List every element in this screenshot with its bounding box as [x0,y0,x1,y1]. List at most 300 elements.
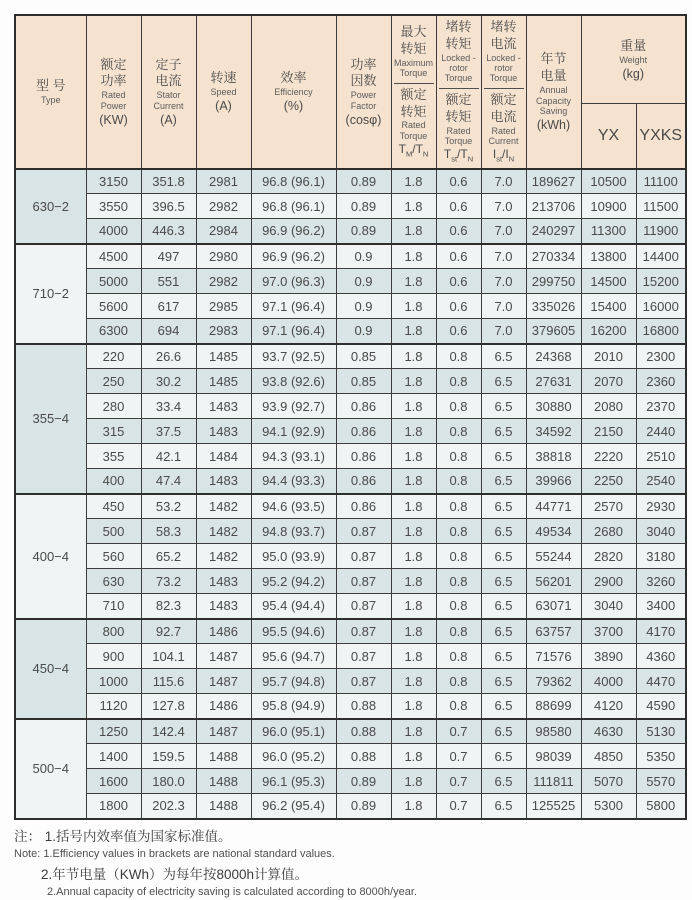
spec-row [15,619,686,644]
spec-cell: 39966 [526,469,581,494]
spec-cell: 95.5 (94.6) [251,619,336,644]
spec-cell: 630 [86,569,141,594]
spec-cell: 0.85 [336,369,391,394]
spec-row [15,569,686,594]
spec-cell: 0.8 [436,619,481,644]
spec-cell: 11500 [636,194,686,219]
spec-cell: 379605 [526,319,581,344]
spec-cell: 1.8 [391,394,436,419]
spec-cell: 94.1 (92.9) [251,419,336,444]
spec-cell: 73.2 [141,569,196,594]
spec-cell: 6.5 [481,719,526,744]
spec-cell: 280 [86,394,141,419]
spec-cell: 0.86 [336,444,391,469]
spec-cell: 94.6 (93.5) [251,494,336,519]
spec-cell: 1.8 [391,644,436,669]
spec-cell: 96.9 (96.2) [251,219,336,244]
spec-cell: 2985 [196,294,251,319]
locked-torque-numerator [437,16,481,88]
spec-cell: 1487 [196,719,251,744]
spec-row [15,169,686,194]
spec-cell: 92.7 [141,619,196,644]
spec-cell: 33.4 [141,394,196,419]
efficiency-label-zh: 效率 [280,70,307,86]
speed-unit: (A) [215,99,232,114]
spec-cell: 0.88 [336,719,391,744]
weight-unit: (kg) [622,67,645,82]
spec-cell: 2980 [196,244,251,269]
spec-cell: 500 [86,519,141,544]
spec-cell: 1.8 [391,744,436,769]
spec-cell: 2150 [581,419,636,444]
annual-saving-unit: (kWh) [536,118,571,133]
spec-cell: 2900 [581,569,636,594]
spec-cell: 6.5 [481,419,526,444]
spec-cell: 6.5 [481,644,526,669]
spec-cell: 98580 [526,719,581,744]
spec-cell: 16800 [636,319,686,344]
efficiency-label-en: Efficiency [274,87,313,98]
spec-row [15,294,686,319]
spec-cell: 42.1 [141,444,196,469]
spec-cell: 1482 [196,494,251,519]
spec-cell: 4630 [581,719,636,744]
spec-cell: 1483 [196,394,251,419]
spec-cell: 1485 [196,369,251,394]
spec-cell: 2982 [196,269,251,294]
spec-cell: 270334 [526,244,581,269]
spec-cell: 180.0 [141,769,196,794]
col-header-weight-yxks: YXKS [636,104,686,169]
spec-cell: 1.8 [391,694,436,719]
spec-cell: 2080 [581,394,636,419]
spec-cell: 63757 [526,619,581,644]
spec-cell: 93.7 (92.5) [251,344,336,369]
spec-cell: 11100 [636,169,686,194]
speed-label-en: Speed [210,87,237,98]
spec-cell: 2250 [581,469,636,494]
spec-cell: 6.5 [481,594,526,619]
spec-row [15,419,686,444]
note-2-en: 2.Annual capacity of electricity saving is calculated according to 8000h/year. [47,886,417,899]
spec-cell: 1.8 [391,319,436,344]
spec-cell: 0.7 [436,769,481,794]
spec-cell: 5130 [636,719,686,744]
spec-cell: 1.8 [391,244,436,269]
spec-cell: 4590 [636,694,686,719]
spec-cell: 2010 [581,344,636,369]
spec-cell: 0.6 [436,319,481,344]
spec-cell: 2820 [581,544,636,569]
spec-cell: 0.9 [336,244,391,269]
spec-cell: 0.7 [436,794,481,819]
spec-cell: 95.4 (94.4) [251,594,336,619]
spec-cell: 44771 [526,494,581,519]
spec-cell: 0.89 [336,194,391,219]
spec-cell: 396.5 [141,194,196,219]
spec-row [15,269,686,294]
spec-row [15,794,686,819]
annual-saving-label-zh: 年节电量 [540,51,567,84]
spec-row [15,669,686,694]
spec-cell: 159.5 [141,744,196,769]
spec-cell: 93.8 (92.6) [251,369,336,394]
spec-row [15,769,686,794]
locked-torque-en: Locked -rotor Torque [441,52,476,84]
spec-row [15,444,686,469]
spec-cell: 7.0 [481,219,526,244]
spec-cell: 1.8 [391,419,436,444]
col-header-power-factor [336,15,391,169]
spec-cell: 0.89 [336,169,391,194]
spec-cell: 7.0 [481,169,526,194]
rated-current-zh: 额定电流 [490,91,517,124]
locked-current-ratio-symbol: $I_{st}/I_N$ [492,147,515,164]
spec-cell: 1.8 [391,169,436,194]
spec-cell: 96.9 (96.2) [251,244,336,269]
type-label-en: Type [40,95,61,106]
col-header-weight [581,15,686,104]
spec-cell: 2360 [636,369,686,394]
spec-cell: 2982 [196,194,251,219]
spec-cell: 0.7 [436,719,481,744]
spec-cell: 5070 [581,769,636,794]
spec-cell: 0.85 [336,344,391,369]
spec-cell: 1.8 [391,769,436,794]
spec-cell: 1488 [196,794,251,819]
col-header-max-torque [391,15,436,169]
spec-cell: 97.1 (96.4) [251,294,336,319]
spec-cell: 96.1 (95.3) [251,769,336,794]
spec-cell: 71576 [526,644,581,669]
power-factor-unit: (cosφ) [345,113,382,128]
spec-cell: 14400 [636,244,686,269]
spec-cell: 96.2 (95.4) [251,794,336,819]
spec-cell: 142.4 [141,719,196,744]
spec-cell: 0.8 [436,469,481,494]
spec-cell: 94.3 (93.1) [251,444,336,469]
spec-cell: 0.6 [436,194,481,219]
spec-cell: 1483 [196,419,251,444]
spec-cell: 1.8 [391,219,436,244]
locked-current-en: Locked -rotor Torque [486,52,521,84]
spec-cell: 1.8 [391,194,436,219]
spec-row [15,194,686,219]
spec-cell: 202.3 [141,794,196,819]
spec-cell: 0.88 [336,694,391,719]
spec-cell: 0.6 [436,219,481,244]
spec-cell: 26.6 [141,344,196,369]
max-torque-ratio-symbol: $T_M/T_N$ [398,142,429,159]
spec-row [15,594,686,619]
spec-cell: 3040 [581,594,636,619]
spec-cell: 1483 [196,594,251,619]
spec-cell: 1486 [196,694,251,719]
spec-cell: 2510 [636,444,686,469]
spec-cell: 189627 [526,169,581,194]
spec-cell: 450 [86,494,141,519]
note-1-zh: 注： 1.括号内效率值为国家标准值。 [14,828,232,844]
spec-cell: 94.4 (93.3) [251,469,336,494]
table-header [15,15,686,169]
locked-torque-denominator [439,88,479,168]
spec-cell: 93.9 (92.7) [251,394,336,419]
max-torque-numerator [392,21,436,82]
spec-cell: 1250 [86,719,141,744]
spec-cell: 3400 [636,594,686,619]
type-label-zh: 型 号 [35,78,66,94]
spec-cell: 0.89 [336,219,391,244]
spec-cell: 0.8 [436,344,481,369]
spec-cell: 104.1 [141,644,196,669]
spec-cell: 1.8 [391,719,436,744]
spec-cell: 88699 [526,694,581,719]
spec-cell: 617 [141,294,196,319]
spec-cell: 1.8 [391,269,436,294]
spec-cell: 10500 [581,169,636,194]
spec-cell: 96.0 (95.2) [251,744,336,769]
spec-cell: 1483 [196,469,251,494]
spec-row [15,519,686,544]
spec-cell: 6.5 [481,469,526,494]
spec-cell: 2370 [636,394,686,419]
spec-cell: 1482 [196,544,251,569]
col-header-efficiency [251,15,336,169]
spec-cell: 0.87 [336,644,391,669]
spec-cell: 47.4 [141,469,196,494]
spec-cell: 4170 [636,619,686,644]
col-header-rated-power [86,15,141,169]
spec-cell: 1.8 [391,444,436,469]
spec-cell: 1800 [86,794,141,819]
spec-cell: 800 [86,619,141,644]
spec-cell: 0.9 [336,294,391,319]
spec-cell: 355 [86,444,141,469]
spec-cell: 0.6 [436,169,481,194]
spec-cell: 0.8 [436,519,481,544]
spec-cell: 1.8 [391,294,436,319]
note-1-en: Note: 1.Efficiency values in brackets are national standard values. [14,847,335,860]
spec-cell: 98039 [526,744,581,769]
spec-cell: 2984 [196,219,251,244]
spec-cell: 0.8 [436,644,481,669]
spec-cell: 2070 [581,369,636,394]
col-header-locked-rotor-current [481,15,526,169]
spec-cell: 0.9 [336,269,391,294]
spec-cell: 65.2 [141,544,196,569]
spec-cell: 30880 [526,394,581,419]
spec-row [15,369,686,394]
spec-cell: 34592 [526,419,581,444]
spec-cell: 1487 [196,644,251,669]
spec-cell: 96.8 (96.1) [251,194,336,219]
catalog-page [0,14,692,899]
spec-cell: 0.6 [436,294,481,319]
spec-cell: 14500 [581,269,636,294]
spec-cell: 1000 [86,669,141,694]
spec-cell: 560 [86,544,141,569]
locked-torque-zh: 堵转转矩 [445,19,472,51]
model-group-label: 630−2 [15,169,86,244]
spec-cell: 37.5 [141,419,196,444]
spec-row [15,544,686,569]
spec-cell: 1.8 [391,369,436,394]
spec-cell: 1484 [196,444,251,469]
spec-cell: 2300 [636,344,686,369]
spec-cell: 4000 [86,219,141,244]
locked-torque-ratio-symbol: $T_{st}/T_N$ [443,147,474,164]
spec-cell: 0.87 [336,669,391,694]
spec-cell: 250 [86,369,141,394]
locked-current-numerator [482,16,526,88]
spec-cell: 4500 [86,244,141,269]
spec-cell: 1.8 [391,794,436,819]
spec-row [15,319,686,344]
spec-cell: 0.8 [436,694,481,719]
col-header-locked-rotor-torque [436,15,481,169]
spec-cell: 0.8 [436,494,481,519]
col-header-weight-yx: YX [581,104,636,169]
spec-cell: 58.3 [141,519,196,544]
spec-cell: 2983 [196,319,251,344]
spec-cell: 6.5 [481,394,526,419]
spec-cell: 13800 [581,244,636,269]
spec-row [15,694,686,719]
spec-cell: 6.5 [481,544,526,569]
spec-cell: 1.8 [391,344,436,369]
spec-cell: 299750 [526,269,581,294]
spec-cell: 335026 [526,294,581,319]
spec-cell: 0.87 [336,619,391,644]
spec-cell: 0.86 [336,494,391,519]
spec-cell: 2680 [581,519,636,544]
spec-cell: 5000 [86,269,141,294]
spec-cell: 2981 [196,169,251,194]
spec-row [15,469,686,494]
model-group-label: 500−4 [15,719,86,819]
spec-cell: 7.0 [481,294,526,319]
spec-cell: 0.8 [436,394,481,419]
spec-cell: 5800 [636,794,686,819]
spec-row [15,219,686,244]
spec-cell: 0.6 [436,269,481,294]
spec-cell: 1120 [86,694,141,719]
spec-cell: 3890 [581,644,636,669]
spec-cell: 1.8 [391,494,436,519]
spec-cell: 694 [141,319,196,344]
spec-cell: 1483 [196,569,251,594]
spec-cell: 400 [86,469,141,494]
spec-cell: 95.6 (94.7) [251,644,336,669]
model-group-label: 400−4 [15,494,86,619]
spec-cell: 1600 [86,769,141,794]
spec-cell: 5600 [86,294,141,319]
spec-cell: 49534 [526,519,581,544]
spec-cell: 497 [141,244,196,269]
spec-cell: 95.2 (94.2) [251,569,336,594]
spec-cell: 6.5 [481,619,526,644]
spec-cell: 1.8 [391,669,436,694]
spec-cell: 1.8 [391,569,436,594]
spec-cell: 2540 [636,469,686,494]
col-header-type [15,15,86,169]
spec-cell: 0.86 [336,394,391,419]
model-group-label: 355−4 [15,344,86,494]
spec-cell: 3260 [636,569,686,594]
spec-cell: 0.87 [336,594,391,619]
spec-cell: 6.5 [481,744,526,769]
spec-cell: 1485 [196,344,251,369]
spec-cell: 0.8 [436,569,481,594]
spec-cell: 1488 [196,769,251,794]
spec-cell: 4850 [581,744,636,769]
spec-cell: 0.8 [436,669,481,694]
rated-power-label-zh: 额定功率 [100,56,127,89]
spec-cell: 3180 [636,544,686,569]
spec-cell: 1400 [86,744,141,769]
spec-cell: 446.3 [141,219,196,244]
spec-cell: 3700 [581,619,636,644]
spec-row [15,644,686,669]
spec-cell: 3150 [86,169,141,194]
spec-cell: 240297 [526,219,581,244]
weight-label-en: Weight [619,55,648,65]
spec-cell: 15200 [636,269,686,294]
spec-cell: 0.87 [336,544,391,569]
model-group-label: 710−2 [15,244,86,344]
spec-cell: 0.86 [336,469,391,494]
power-factor-label-zh: 功率因数 [350,56,377,89]
rated-torque-en: Rated Torque [399,120,428,141]
spec-cell: 1482 [196,519,251,544]
spec-cell: 1.8 [391,469,436,494]
spec-cell: 4360 [636,644,686,669]
max-torque-denominator [394,83,434,163]
spec-cell: 95.8 (94.9) [251,694,336,719]
spec-cell: 2930 [636,494,686,519]
spec-cell: 0.89 [336,794,391,819]
spec-cell: 97.0 (96.3) [251,269,336,294]
spec-cell: 38818 [526,444,581,469]
spec-cell: 0.6 [436,244,481,269]
spec-cell: 6.5 [481,569,526,594]
spec-cell: 55244 [526,544,581,569]
spec-cell: 4000 [581,669,636,694]
spec-cell: 7.0 [481,194,526,219]
spec-cell: 0.87 [336,519,391,544]
max-torque-en: Maximum Torque [393,57,433,79]
spec-cell: 56201 [526,569,581,594]
spec-cell: 0.8 [436,419,481,444]
spec-cell: 82.3 [141,594,196,619]
spec-cell: 27631 [526,369,581,394]
spec-cell: 1.8 [391,519,436,544]
spec-cell: 1488 [196,744,251,769]
spec-cell: 2220 [581,444,636,469]
weight-label-zh: 重量 [620,38,647,54]
spec-table-body [15,169,686,819]
spec-cell: 7.0 [481,269,526,294]
spec-cell: 6.5 [481,369,526,394]
spec-row [15,344,686,369]
spec-cell: 5350 [636,744,686,769]
spec-cell: 95.0 (93.9) [251,544,336,569]
spec-cell: 79362 [526,669,581,694]
spec-cell: 6.5 [481,669,526,694]
spec-row [15,744,686,769]
rated-power-label-en: Rated Power [100,90,127,111]
spec-row [15,394,686,419]
